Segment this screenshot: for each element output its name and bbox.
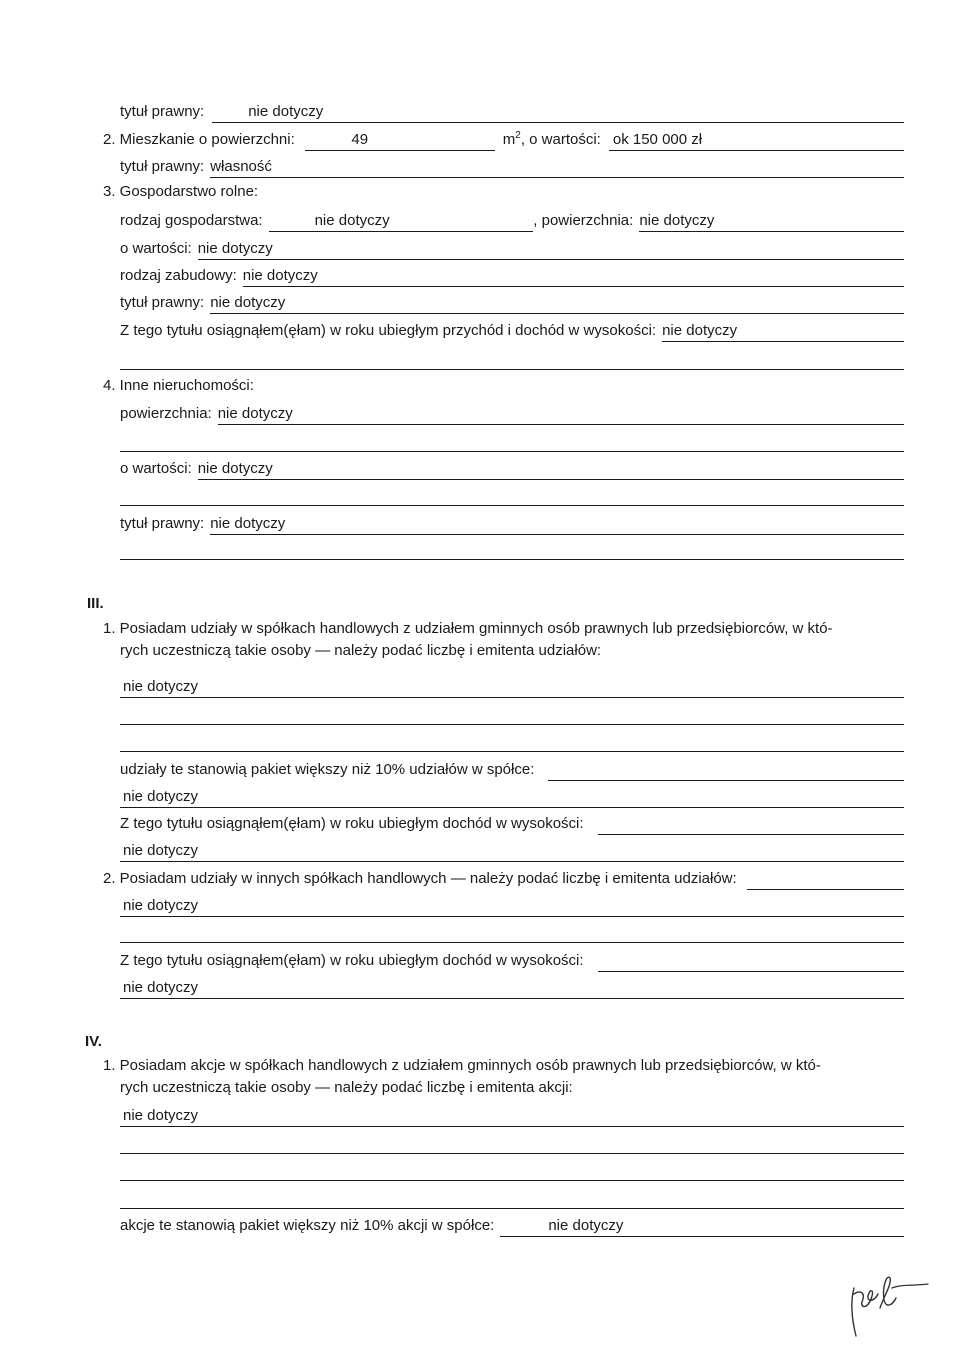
stocks-package-row [120,1215,904,1237]
farm-type-field [269,211,534,232]
other-shares-income-field [598,951,904,972]
flat-title-value: własność [210,158,272,175]
flat-value: ok 150 000 zł [612,131,703,148]
other-label: 4. Inne nieruchomości: [103,377,254,394]
shares-income-row [120,813,904,835]
other-area-value: nie dotyczy [217,405,293,422]
other-value-extra-line [120,505,904,506]
other-shares-income-value-field [120,978,904,999]
signature-initials [840,1268,935,1348]
farm-type-row [120,210,904,232]
section-iii-item1-text [103,618,903,662]
other-shares-income-label: Z tego tytułu osiągnąłem(ęłam) w roku ubiegłym dochód w wysokości: [120,952,584,969]
flat-title-label: tytuł prawny: [120,158,205,175]
prev-title-value: nie dotyczy [248,103,324,120]
stocks-extra-line-2 [120,1180,904,1181]
flat-value-field [609,130,904,151]
shares-income-value-row [120,840,904,862]
farm-area-value: nie dotyczy [639,212,715,229]
other-area-label: powierzchnia: [120,405,212,422]
farm-buildings-label: rodzaj zabudowy: [120,267,237,284]
other-value-label: o wartości: [120,460,192,477]
farm-buildings-value: nie dotyczy [242,267,318,284]
other-shares-row [103,868,904,890]
other-shares-income-value-row [120,977,904,999]
section-iii-item1-line2: rych uczestniczą takie osoby — należy podać liczbę i emitenta udziałów: [120,642,602,659]
other-area-extra-line [120,451,904,452]
farm-title-label: tytuł prawny: [120,294,205,311]
stocks-package-field [500,1216,904,1237]
stocks-package-value: nie dotyczy [548,1217,624,1234]
prev-title-row [120,101,904,123]
other-title-field [210,514,904,535]
flat-area-field [305,130,495,151]
farm-extra-line [120,369,904,370]
other-title-value: nie dotyczy [210,515,286,532]
shares-package-value: nie dotyczy [123,788,199,805]
farm-value-row [120,238,904,260]
shares-package-label: udziały te stanowią pakiet większy niż 10% udziałów w spółce: [120,761,535,778]
other-shares-field [747,869,904,890]
other-value-row [120,458,904,480]
farm-value-field [198,239,904,260]
shares-package-field [548,760,904,781]
shares-package-row [120,759,904,781]
shares-package-value-field [120,787,904,808]
section-iv-item1-line1: 1. Posiadam akcje w spółkach handlowych z udziałem gminnych osób prawnych lub przedsiębiorców, w któ- [103,1057,821,1074]
shares-value-row [120,676,904,698]
other-area-field [218,404,904,425]
shares-value-field [120,677,904,698]
other-shares-label: 2. Posiadam udziały w innych spółkach handlowych — należy podać liczbę i emitenta udziałów: [103,870,737,887]
section-iii-heading: III. [87,595,104,612]
stocks-package-label: akcje te stanowią pakiet większy niż 10% akcji w spółce: [120,1217,495,1234]
shares-income-label: Z tego tytułu osiągnąłem(ęłam) w roku ubiegłym dochód w wysokości: [120,815,584,832]
other-shares-value-row [120,895,904,917]
farm-income-label: Z tego tytułu osiągnąłem(ęłam) w roku ubiegłym przychód i dochód w wysokości: [120,322,657,339]
farm-title-field [210,293,904,314]
flat-label: 2. Mieszkanie o powierzchni: [103,131,295,148]
section-iv-heading: IV. [85,1033,102,1050]
other-title-label: tytuł prawny: [120,515,205,532]
flat-value-label: , o wartości: [520,131,601,148]
farm-value-value: nie dotyczy [197,240,273,257]
section-iv-item1-line2: rych uczestniczą takie osoby — należy podać liczbę i emitenta akcji: [120,1079,573,1096]
other-title-row [120,513,904,535]
other-shares-value: nie dotyczy [123,897,199,914]
other-title-extra-line [120,559,904,560]
farm-buildings-field [243,266,904,287]
section-iii-item1-line1: 1. Posiadam udziały w spółkach handlowych z udziałem gminnych osób prawnych lub przedsiębiorców, w któ- [103,620,833,637]
other-shares-extra-line [120,942,904,943]
shares-income-field [598,814,904,835]
section-iv-item1-text [103,1055,903,1099]
farm-type-label: rodzaj gospodarstwa: [120,212,263,229]
other-value-value: nie dotyczy [197,460,273,477]
shares-income-value-field [120,841,904,862]
other-shares-income-row [120,950,904,972]
farm-title-value: nie dotyczy [210,294,286,311]
farm-area-label: , powierzchnia: [533,212,634,229]
stocks-extra-line-1 [120,1153,904,1154]
shares-income-value: nie dotyczy [123,842,199,859]
farm-label: 3. Gospodarstwo rolne: [103,183,259,200]
farm-income-field [662,321,904,342]
shares-package-value-row [120,786,904,808]
farm-title-row [120,292,904,314]
prev-title-field [212,102,904,123]
farm-income-value: nie dotyczy [662,322,738,339]
stocks-extra-line-3 [120,1208,904,1209]
farm-value-label: o wartości: [120,240,192,257]
other-value-field [198,459,904,480]
stocks-value-field [120,1106,904,1127]
flat-row [103,129,904,151]
stocks-value-row [120,1105,904,1127]
prev-title-label: tytuł prawny: [120,103,205,120]
shares-value: nie dotyczy [123,678,199,695]
farm-income-row [120,320,904,342]
flat-title-row [120,156,904,178]
farm-type-value: nie dotyczy [314,212,390,229]
flat-title-field [210,157,904,178]
shares-extra-line-1 [120,724,904,725]
other-shares-income-value: nie dotyczy [123,979,199,996]
farm-buildings-row [120,265,904,287]
stocks-value: nie dotyczy [123,1107,199,1124]
flat-area-value: 49 [351,131,369,148]
flat-unit: $m^2$ [502,130,521,148]
other-area-row [120,403,904,425]
shares-extra-line-2 [120,751,904,752]
other-shares-value-field [120,896,904,917]
farm-area-field [639,211,904,232]
